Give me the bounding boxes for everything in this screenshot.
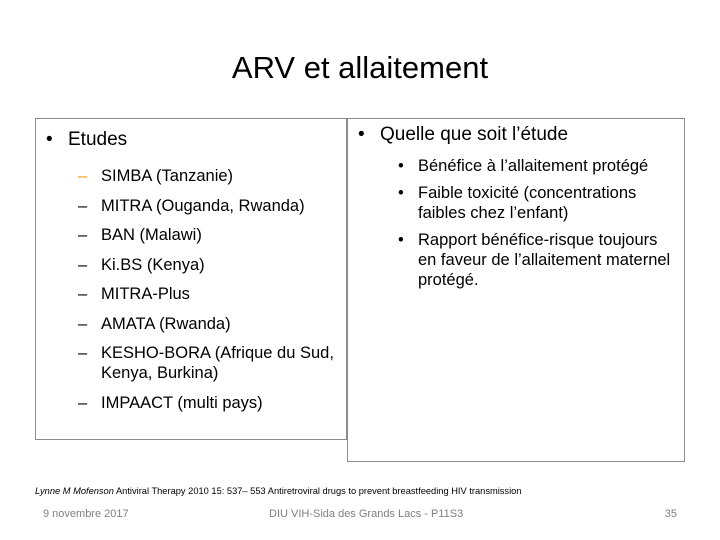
- studies-heading: [36, 128, 346, 152]
- study-label: Ki.BS (Kenya): [101, 255, 205, 274]
- list-item: [36, 314, 346, 334]
- footer-date: 9 novembre 2017: [43, 508, 129, 520]
- list-item: [348, 230, 684, 290]
- bullet-icon: •: [46, 129, 53, 150]
- reference-text: Antiviral Therapy 2010 15: 537– 553 Antiretroviral drugs to prevent breastfeeding HIV transmission: [113, 486, 522, 496]
- list-item: [36, 196, 346, 216]
- studies-heading-text: Etudes: [68, 129, 128, 150]
- dash-icon: –: [78, 344, 88, 362]
- bullet-icon: •: [398, 184, 404, 202]
- page-number: 35: [664, 508, 677, 520]
- dash-icon: –: [78, 314, 88, 333]
- dash-icon: –: [78, 167, 88, 185]
- bullet-icon: •: [398, 157, 404, 175]
- reference-author: Lynne M Mofenson: [35, 486, 114, 496]
- study-label: AMATA (Rwanda): [101, 314, 231, 333]
- conclusions-heading-text: Quelle que soit l’étude: [380, 124, 569, 145]
- point-text: Faible toxicité (concentrations faibles chez l’enfant): [418, 184, 637, 222]
- study-label: SIMBA (Tanzanie): [101, 167, 234, 185]
- study-label: MITRA-Plus: [101, 285, 190, 303]
- study-label: IMPAACT (multi pays): [101, 393, 263, 412]
- study-label: BAN (Malawi): [101, 226, 202, 244]
- point-text: Rapport bénéfice-risque toujours en faveur de l’allaitement maternel protégé.: [418, 231, 671, 289]
- list-item: [348, 156, 684, 176]
- bullet-icon: •: [398, 231, 404, 249]
- dash-icon: –: [78, 196, 88, 215]
- list-item: [36, 225, 346, 245]
- studies-list: [36, 166, 346, 413]
- study-label: KESHO-BORA (Afrique du Sud, Kenya, Burkina): [101, 344, 334, 382]
- conclusions-panel: [347, 118, 685, 462]
- list-item: [36, 284, 346, 304]
- dash-icon: –: [78, 255, 88, 274]
- conclusions-list: [348, 156, 684, 290]
- list-item: [36, 343, 346, 383]
- point-text: Bénéfice à l’allaitement protégé: [418, 157, 649, 175]
- studies-panel: [35, 118, 347, 440]
- dash-icon: –: [78, 285, 88, 303]
- conclusions-heading: [348, 123, 684, 147]
- slide-title: ARV et allaitement: [231, 50, 489, 85]
- reference-citation: [35, 485, 521, 497]
- list-item: [36, 255, 346, 275]
- list-item: [348, 183, 684, 223]
- dash-icon: –: [78, 226, 88, 244]
- footer-course: DIU VIH-Sida des Grands Lacs - P11S3: [269, 508, 464, 520]
- list-item: [36, 393, 346, 413]
- list-item: [36, 166, 346, 186]
- dash-icon: –: [78, 393, 88, 412]
- study-label: MITRA (Ouganda, Rwanda): [101, 196, 305, 215]
- bullet-icon: •: [358, 124, 365, 145]
